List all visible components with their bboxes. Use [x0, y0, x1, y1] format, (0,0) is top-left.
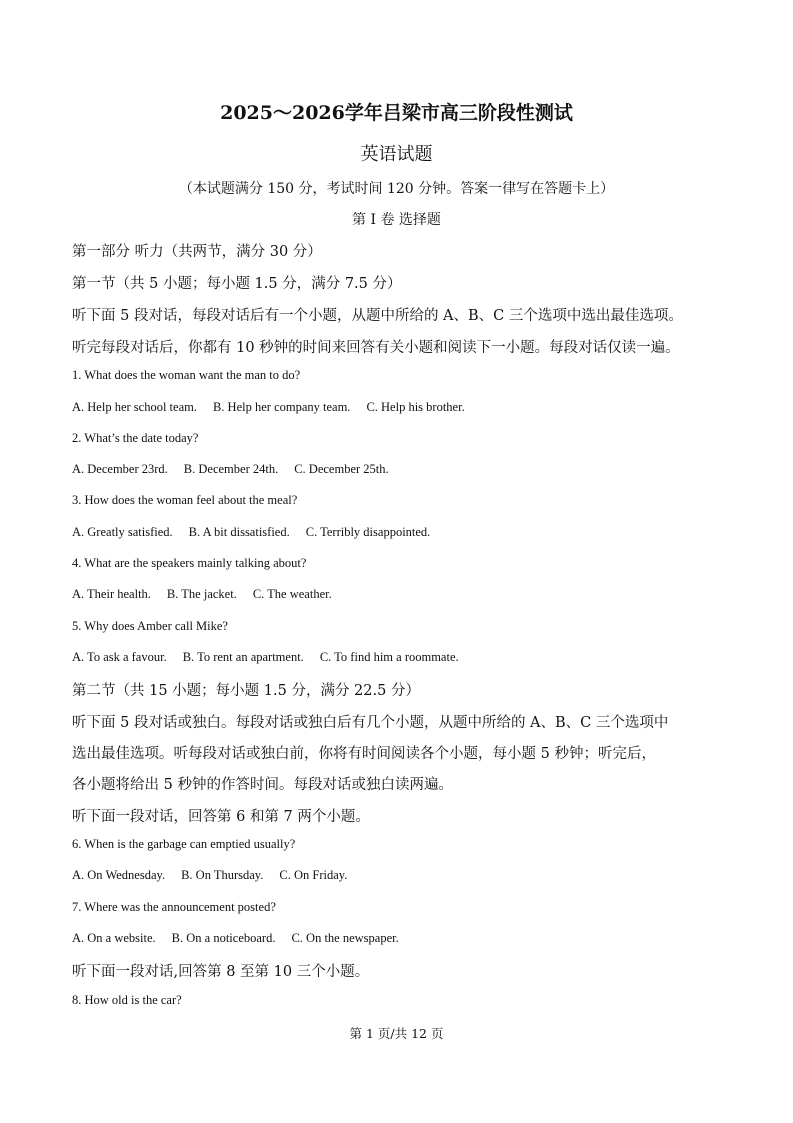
option-a: A. Help her school team.	[72, 400, 197, 414]
exam-title: 2025～2026学年吕梁市高三阶段性测试	[220, 102, 573, 124]
question-6: 6. When is the garbage can emptied usually?	[72, 837, 296, 851]
option-a: A. December 23rd.	[72, 462, 168, 476]
option-a: A. On Wednesday.	[72, 868, 166, 882]
section1-heading: 第一节（共 5 小题；每小题 1.5 分，满分 7.5 分）	[72, 276, 402, 292]
question-5: 5. Why does Amber call Mike?	[72, 619, 228, 633]
exam-subtitle: 英语试题	[360, 144, 433, 165]
option-b: B. The jacket.	[166, 587, 237, 601]
option-b: B. To rent an apartment.	[182, 650, 304, 664]
dialogue-prompt-1: 听下面一段对话，回答第 6 和第 7 两个小题。	[72, 809, 370, 825]
page-footer: 第 1 页/共 12 页	[349, 1026, 444, 1041]
option-c: C. Terribly disappointed.	[305, 525, 431, 539]
section2-instruction-2: 选出最佳选项。听每段对话或独白前，你将有时间阅读各个小题，每小题 5 秒钟；听完后，	[72, 746, 656, 762]
option-a: A. Their health.	[72, 587, 151, 601]
section2-heading: 第二节（共 15 小题；每小题 1.5 分，满分 22.5 分）	[72, 683, 420, 699]
section1-instruction-2: 听完每段对话后，你都有 10 秒钟的时间来回答有关小题和阅读下一小题。每段对话仅读一遍。	[72, 340, 680, 356]
section2-instruction-1: 听下面 5 段对话或独白。每段对话或独白后有几个小题，从题中所给的 A、B、C 三个选项中	[72, 715, 669, 731]
option-c: C. The weather.	[252, 587, 332, 601]
question-8: 8. How old is the car?	[72, 993, 182, 1007]
option-b: B. December 24th.	[183, 462, 279, 476]
option-b: B. Help her company team.	[212, 400, 351, 414]
question-5-options	[72, 650, 475, 665]
question-1-options	[72, 400, 481, 415]
question-3-options	[72, 525, 446, 540]
option-a: A. To ask a favour.	[72, 650, 167, 664]
dialogue-prompt-2: 听下面一段对话,回答第 8 至第 10 三个小题。	[72, 964, 370, 980]
question-2: 2. What’s the date today?	[72, 431, 199, 445]
question-1: 1. What does the woman want the man to do?	[72, 368, 301, 382]
question-7-options	[72, 931, 415, 946]
question-4-options	[72, 587, 348, 602]
option-c: C. On Friday.	[279, 868, 348, 882]
question-2-options	[72, 462, 405, 477]
part1-heading: 第一部分 听力（共两节，满分 30 分）	[72, 244, 322, 260]
volume-heading: 第 I 卷 选择题	[352, 212, 441, 228]
question-6-options	[72, 868, 363, 883]
option-b: B. On Thursday.	[181, 868, 264, 882]
option-c: C. On the newspaper.	[291, 931, 399, 945]
option-a: A. Greatly satisfied.	[72, 525, 173, 539]
section2-instruction-3: 各小题将给出 5 秒钟的作答时间。每段对话或独白读两遍。	[72, 777, 453, 793]
option-c: C. To find him a roommate.	[319, 650, 459, 664]
option-c: C. December 25th.	[294, 462, 389, 476]
section1-instruction-1: 听下面 5 段对话，每段对话后有一个小题，从题中所给的 A、B、C 三个选项中选出最佳选项。	[72, 308, 683, 324]
question-4: 4. What are the speakers mainly talking about?	[72, 556, 307, 570]
question-3: 3. How does the woman feel about the meal?	[72, 493, 298, 507]
option-b: B. On a noticeboard.	[171, 931, 276, 945]
exam-note: （本试题满分 150 分，考试时间 120 分钟。答案一律写在答题卡上）	[178, 181, 615, 197]
question-7: 7. Where was the announcement posted?	[72, 900, 276, 914]
option-b: B. A bit dissatisfied.	[188, 525, 290, 539]
option-a: A. On a website.	[72, 931, 156, 945]
option-c: C. Help his brother.	[366, 400, 465, 414]
